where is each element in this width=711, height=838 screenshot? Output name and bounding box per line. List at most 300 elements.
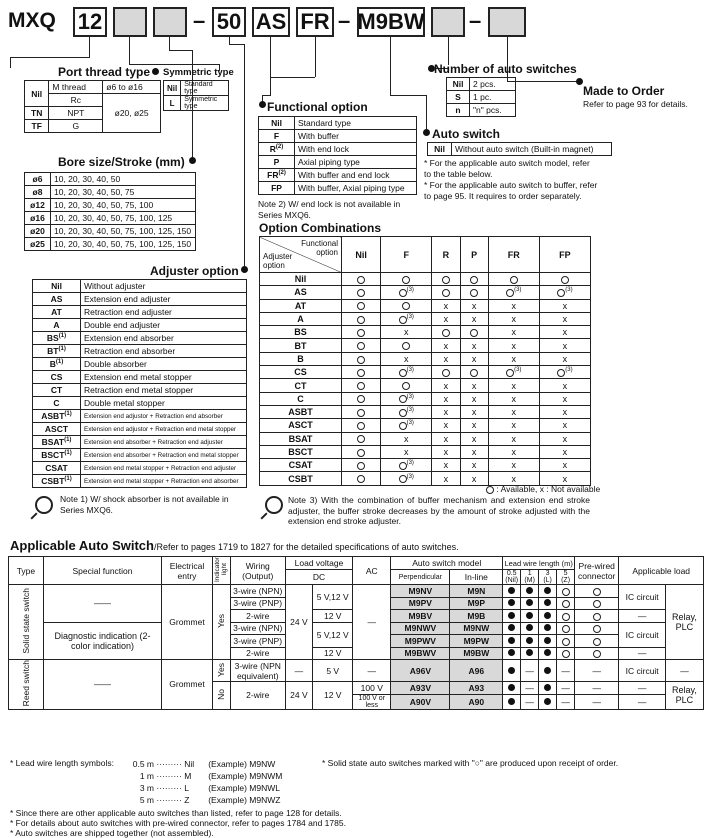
hdr-model: Auto switch model xyxy=(391,557,503,570)
model-perp: M9NWV xyxy=(391,622,450,635)
port-thread: NPT xyxy=(49,107,103,120)
adjuster-row xyxy=(33,410,247,423)
available-icon xyxy=(399,395,407,403)
combos-row xyxy=(260,432,591,445)
model-perp: M9PWV xyxy=(391,635,450,648)
bore-strokes: 10, 20, 30, 40, 50, 75, 100 xyxy=(51,199,196,212)
load-relay: Relay, PLC xyxy=(665,585,703,660)
adjuster-desc: Without adjuster xyxy=(81,280,247,293)
ac-100v: 100 V xyxy=(353,682,391,695)
functional-row xyxy=(259,117,417,130)
adjuster-desc: Extension end adjuster xyxy=(81,293,247,306)
prewired-none: — xyxy=(575,660,619,682)
not-available-mark: x xyxy=(488,472,539,485)
not-available-mark: x xyxy=(460,419,488,432)
adjuster-desc: Extension end adjustor + Retraction end absorber xyxy=(81,410,247,423)
bore-strokes: 10, 20, 30, 40, 50 xyxy=(51,173,196,186)
functional-row xyxy=(259,130,417,143)
hdr-lead: Lead wire length (m) xyxy=(504,558,573,568)
available-mark xyxy=(539,273,590,286)
available-icon xyxy=(357,449,365,457)
load-ic: IC circuit xyxy=(619,622,665,647)
not-available-mark: x xyxy=(488,405,539,418)
not-available-mark: x xyxy=(539,405,590,418)
available-icon xyxy=(357,329,365,337)
hdr-type: Type xyxy=(9,557,44,585)
not-available-mark: x xyxy=(539,445,590,458)
combos-row-label: CS xyxy=(260,366,342,379)
adjuster-desc: Double metal stopper xyxy=(81,397,247,410)
load-relay: Relay, PLC xyxy=(665,682,703,710)
adjuster-title: Adjuster option xyxy=(150,264,239,278)
model-inline: M9P xyxy=(450,597,503,610)
load-none: — xyxy=(619,610,665,623)
available-icon xyxy=(561,276,569,284)
dc-24v: 24 V xyxy=(285,585,312,660)
not-available-mark: x xyxy=(460,299,488,312)
combos-col-header: FR xyxy=(488,237,539,273)
hdr-l5: 5 xyxy=(563,570,568,577)
hdr-special: Special function xyxy=(43,557,161,585)
adjuster-row xyxy=(33,397,247,410)
dash-1: – xyxy=(193,8,206,33)
port-thread: M thread xyxy=(49,81,103,94)
ac-100v-less: 100 V or less xyxy=(353,694,391,709)
bore-size: ø16 xyxy=(25,212,51,225)
adjuster-desc: Double end adjuster xyxy=(81,319,247,332)
adjuster-row xyxy=(33,332,247,345)
not-available-mark: x xyxy=(488,339,539,352)
available-mark xyxy=(342,352,381,365)
functional-code: $R^{(2)}$ xyxy=(259,143,295,156)
special-none: —— xyxy=(43,585,161,623)
available-icon xyxy=(506,369,514,377)
available-icon xyxy=(357,356,365,364)
hdr-l3: 3 xyxy=(545,570,550,577)
model-inline: M9BW xyxy=(450,647,503,660)
circle-icon xyxy=(593,588,601,596)
stroke-box: 50 xyxy=(212,7,246,37)
available-icon xyxy=(357,395,365,403)
available-icon xyxy=(402,342,410,350)
combos-legend-text: : Available, x : Not available xyxy=(496,484,601,494)
indicator-no: No xyxy=(216,688,227,700)
not-available-mark: x xyxy=(432,445,460,458)
combos-row-label: ASBT xyxy=(260,405,342,418)
available-mark xyxy=(460,286,488,299)
not-available-mark: x xyxy=(381,352,432,365)
hdr-prewired: Pre-wired connector xyxy=(575,557,619,585)
special-none: —— xyxy=(43,660,161,710)
adjuster-row xyxy=(33,358,247,371)
applicable-table: Type Special function Electrical entry Indicator light Wiring (Output) Load voltage AC Auto switch model Lead wire length (m) Pre-wired connector Applicable load DC Perpendicular In-line 0.5 (Nil) 1 (M) 3 (L) 5 (Z) Solid state switch —— Grommet Yes 3-wire (NPN) 24 V 5 V,12 V — M9NV M9N IC circuit Relay, PLC 3-wire (PNP) M9PV M9P 2-wire 12 V M9BV M9B — Diagnostic indication (2-color indication) 3-wire (NPN) 5 V,12 V M9NWV M9NW IC circuit 3-wire (PNP) M9PWV M9PW 2-wire 12 V M9BWV M9BW — Reed switch —— Grommet Yes 3-wire (NPN equivalent) — 5 V — A96V A96 — — — IC circuit — No 2-wire 24 V 12 V 100 V A93V A93 — — — — Relay, PLC 100 V or less A90V A90 — — — — xyxy=(8,556,704,710)
available-mark: (3) xyxy=(539,366,590,379)
dc-12v: 12 V xyxy=(313,682,353,710)
hdr-l05: 0.5 xyxy=(506,570,517,577)
available-mark xyxy=(488,273,539,286)
not-available-mark: x xyxy=(539,472,590,485)
adjuster-code: CT xyxy=(33,384,81,397)
adjuster-desc: Extension end metal stopper xyxy=(81,371,247,384)
hdr-ac: AC xyxy=(353,557,391,585)
functional-desc: Axial piping type xyxy=(295,156,417,169)
not-available-mark: x xyxy=(539,432,590,445)
hdr-l5s: (Z) xyxy=(561,577,571,584)
combos-row xyxy=(260,405,591,418)
bore-size: ø8 xyxy=(25,186,51,199)
adjuster-row xyxy=(33,449,247,462)
bore-size: ø6 xyxy=(25,173,51,186)
special-diagnostic: Diagnostic indication (2-color indication) xyxy=(43,622,161,660)
available-mark: (3) xyxy=(381,312,432,325)
wiring: 3-wire (NPN) xyxy=(230,585,285,598)
indicator-yes: Yes xyxy=(216,662,227,677)
note-magnifier-icon xyxy=(265,496,283,514)
adjuster-code: BT$^{(1)}$ xyxy=(33,345,81,358)
adjuster-row xyxy=(33,345,247,358)
functional-table xyxy=(258,116,417,195)
adjuster-table xyxy=(32,279,247,488)
auto-switch-code: Nil xyxy=(428,143,452,156)
port-code: TN xyxy=(25,107,49,120)
available-icon xyxy=(506,289,514,297)
available-icon xyxy=(357,302,365,310)
symmetric-desc: Symmetric type xyxy=(181,96,229,111)
adjuster-code: CSAT xyxy=(33,462,81,475)
available-icon xyxy=(402,302,410,310)
port-thread: Rc xyxy=(49,94,103,107)
available-mark: (3) xyxy=(539,286,590,299)
adjuster-row xyxy=(33,371,247,384)
symmetric-table xyxy=(163,80,229,111)
not-available-mark: x xyxy=(460,379,488,392)
not-available-mark: x xyxy=(432,419,460,432)
not-available-mark: x xyxy=(488,352,539,365)
adjuster-code: BS$^{(1)}$ xyxy=(33,332,81,345)
not-available-mark: x xyxy=(381,326,432,339)
combos-title: Option Combinations xyxy=(259,221,381,235)
available-icon xyxy=(399,422,407,430)
functional-code: F xyxy=(259,130,295,143)
combos-row xyxy=(260,326,591,339)
not-available-mark: x xyxy=(488,299,539,312)
functional-row xyxy=(259,156,417,169)
combos-row xyxy=(260,366,591,379)
available-icon xyxy=(357,422,365,430)
available-mark xyxy=(342,273,381,286)
ac-none: — xyxy=(353,585,391,660)
functional-row xyxy=(259,169,417,182)
dc-24v: 24 V xyxy=(285,682,312,710)
combos-row xyxy=(260,299,591,312)
port-thread-table xyxy=(24,80,161,133)
port-code: TF xyxy=(25,120,49,133)
adjuster-code: $B^{(1)}$ xyxy=(33,358,81,371)
mto-text: Refer to page 93 for details. xyxy=(583,99,688,109)
not-available-mark: x xyxy=(539,299,590,312)
functional-desc: With buffer and end lock xyxy=(295,169,417,182)
available-mark xyxy=(432,326,460,339)
available-mark: (3) xyxy=(381,459,432,472)
adjuster-desc: Extension end metal stopper + Retraction end absorber xyxy=(81,475,247,488)
combos-row-label: Nil xyxy=(260,273,342,286)
hdr-wiring: Wiring (Output) xyxy=(230,557,285,585)
combos-row-label: AT xyxy=(260,299,342,312)
model-perp: M9NV xyxy=(391,585,450,598)
available-mark: (3) xyxy=(488,366,539,379)
adjuster-desc: Extension end metal stopper + Retraction end adjuster xyxy=(81,462,247,475)
symmetric-desc: Standard type xyxy=(181,81,229,96)
functional-note: Note 2) W/ end lock is not available in Series MXQ6. xyxy=(258,199,401,220)
available-mark xyxy=(460,273,488,286)
available-mark xyxy=(460,326,488,339)
combos-row xyxy=(260,352,591,365)
not-available-mark: x xyxy=(432,459,460,472)
switch-box: M9BW xyxy=(357,7,425,37)
bore-size: ø25 xyxy=(25,238,51,251)
bullet-icon xyxy=(544,587,551,594)
adjuster-code: BSCT$^{(1)}$ xyxy=(33,449,81,462)
bore-strokes: 10, 20, 30, 40, 50, 75 xyxy=(51,186,196,199)
not-available-mark: x xyxy=(432,352,460,365)
hdr-indicator: Indicator light xyxy=(214,557,229,582)
bullet-icon xyxy=(508,587,515,594)
adjuster-code: BSAT$^{(1)}$ xyxy=(33,436,81,449)
hdr-dc: DC xyxy=(285,570,353,585)
available-mark xyxy=(342,445,381,458)
wiring: 2-wire xyxy=(230,682,285,710)
model-inline: A93 xyxy=(450,682,503,695)
not-available-mark: x xyxy=(432,392,460,405)
combos-row xyxy=(260,312,591,325)
wiring: 3-wire (NPN equivalent) xyxy=(230,660,285,682)
available-icon xyxy=(442,369,450,377)
combos-col-header: R xyxy=(432,237,460,273)
wiring: 2-wire xyxy=(230,647,285,660)
not-available-mark: x xyxy=(460,312,488,325)
circle-icon xyxy=(562,588,570,596)
hdr-perp: Perpendicular xyxy=(391,570,450,585)
hdr-electrical: Electrical entry xyxy=(162,557,213,585)
available-icon xyxy=(357,475,365,483)
combos-corner xyxy=(260,237,342,273)
available-icon xyxy=(470,289,478,297)
port-size: ø6 to ø16 xyxy=(103,81,161,94)
not-available-mark: x xyxy=(381,432,432,445)
adjuster-row xyxy=(33,436,247,449)
adjuster-desc: Extension end adjustor + Retraction end metal stopper xyxy=(81,423,247,436)
combos-row xyxy=(260,392,591,405)
available-mark xyxy=(342,392,381,405)
lead-symbols: 0.5 m ········· Nil (Example) M9NW 1 m ········· M (Example) M9NWM 3 m ········· L (Example) M9NWL 5 m ········· Z (Example) M9NWZ xyxy=(132,759,283,805)
dc-5-12v: 5 V,12 V xyxy=(313,622,353,647)
available-mark xyxy=(342,379,381,392)
adjuster-desc: Extension end absorber + Retraction end metal stopper xyxy=(81,449,247,462)
adjuster-code: AS xyxy=(33,293,81,306)
available-icon xyxy=(402,276,410,284)
adjuster-desc: Extension end absorber + Retraction end adjuster xyxy=(81,436,247,449)
available-mark xyxy=(342,286,381,299)
available-mark: (3) xyxy=(381,472,432,485)
bore-size: ø20 xyxy=(25,225,51,238)
available-mark xyxy=(342,472,381,485)
combos-row xyxy=(260,459,591,472)
hdr-l3s: (L) xyxy=(543,577,552,584)
load-ic: IC circuit xyxy=(619,660,665,682)
auto-switch-table xyxy=(427,142,612,156)
available-icon xyxy=(357,342,365,350)
functional-row xyxy=(259,182,417,195)
bore-box xyxy=(153,7,187,37)
available-icon xyxy=(357,462,365,470)
bore-size: ø12 xyxy=(25,199,51,212)
combos-row xyxy=(260,286,591,299)
model-inline: M9PW xyxy=(450,635,503,648)
hdr-l1s: (M) xyxy=(524,577,535,584)
adjuster-row xyxy=(33,306,247,319)
model-inline: M9B xyxy=(450,610,503,623)
adjuster-row xyxy=(33,280,247,293)
not-available-mark: x xyxy=(539,326,590,339)
dash-3: – xyxy=(469,8,482,33)
model-perp: A93V xyxy=(391,682,450,695)
combos-row xyxy=(260,339,591,352)
port-code: Nil xyxy=(25,81,49,107)
wiring: 3-wire (PNP) xyxy=(230,635,285,648)
model-inline: M9NW xyxy=(450,622,503,635)
num-desc: "n" pcs. xyxy=(470,104,516,117)
functional-code: Nil xyxy=(259,117,295,130)
combos-row-label: C xyxy=(260,392,342,405)
adjuster-code: C xyxy=(33,397,81,410)
functional-code: FP xyxy=(259,182,295,195)
footer-notes xyxy=(10,808,346,838)
combos-corner-top: Functional option xyxy=(301,239,338,257)
entry-grommet: Grommet xyxy=(162,660,213,710)
available-mark xyxy=(381,339,432,352)
not-available-mark: x xyxy=(432,379,460,392)
not-available-mark: x xyxy=(432,339,460,352)
adjuster-desc: Retraction end adjuster xyxy=(81,306,247,319)
reed-label: Reed switch xyxy=(20,660,31,707)
footer-note: * Auto switches are shipped together (not assembled). xyxy=(10,828,214,838)
combos-row-label: A xyxy=(260,312,342,325)
not-available-mark: x xyxy=(488,312,539,325)
dc-5v: 5 V xyxy=(313,660,353,682)
applicable-title: Applicable Auto Switch xyxy=(10,538,154,553)
available-icon xyxy=(357,435,365,443)
adjuster-desc: Double absorber xyxy=(81,358,247,371)
model-inline: A90 xyxy=(450,694,503,709)
not-available-mark: x xyxy=(488,379,539,392)
footer-note: * Since there are other applicable auto switches than listed, refer to page 128 for details. xyxy=(10,808,342,818)
applicable-heading xyxy=(10,537,459,555)
combos-row-label: ASCT xyxy=(260,419,342,432)
mto-box xyxy=(488,7,526,37)
not-available-mark: x xyxy=(460,472,488,485)
available-icon xyxy=(399,289,407,297)
available-icon xyxy=(399,462,407,470)
dc-none: — xyxy=(285,660,312,682)
load-none: — xyxy=(619,647,665,660)
available-mark xyxy=(342,299,381,312)
combos-col-header: Nil xyxy=(342,237,381,273)
note-magnifier-icon xyxy=(35,496,53,514)
available-mark xyxy=(381,379,432,392)
hdr-inline: In-line xyxy=(450,570,503,585)
model-perp: A90V xyxy=(391,694,450,709)
adjuster-row xyxy=(33,319,247,332)
num-code: Nil xyxy=(447,78,470,91)
combos-row xyxy=(260,379,591,392)
available-icon xyxy=(470,329,478,337)
not-available-mark: x xyxy=(539,459,590,472)
available-mark xyxy=(342,419,381,432)
model-inline: M9N xyxy=(450,585,503,598)
not-available-mark: x xyxy=(432,299,460,312)
not-available-mark: x xyxy=(488,419,539,432)
bore-title: Bore size/Stroke (mm) xyxy=(58,155,185,169)
available-icon xyxy=(486,486,494,494)
not-available-mark: x xyxy=(539,339,590,352)
available-icon xyxy=(399,316,407,324)
available-icon xyxy=(357,289,365,297)
combos-note: Note 3) With the combination of buffer mechanism and extension end stroke adjuster, the buffer stroke decreases by the amount of stroke adjusted with the extension end stroke adjuster. xyxy=(288,495,590,526)
auto-switch-title: Auto switch xyxy=(432,127,500,141)
adjuster-row xyxy=(33,462,247,475)
bore-table xyxy=(24,172,196,251)
bullet-icon xyxy=(526,587,533,594)
available-mark xyxy=(342,459,381,472)
auto-switch-desc: Without auto switch (Built-in magnet) xyxy=(452,143,612,156)
available-icon xyxy=(470,369,478,377)
adjuster-box: AS xyxy=(252,7,290,37)
available-icon xyxy=(399,409,407,417)
not-available-mark: x xyxy=(539,392,590,405)
wiring: 3-wire (NPN) xyxy=(230,622,285,635)
num-desc: 2 pcs. xyxy=(470,78,516,91)
available-icon xyxy=(357,382,365,390)
dc-12v: 12 V xyxy=(313,610,353,623)
combos-row-label: B xyxy=(260,352,342,365)
adjuster-code: ASCT xyxy=(33,423,81,436)
mto-title: Made to Order xyxy=(583,84,665,98)
num-switches-table xyxy=(446,77,516,117)
available-icon xyxy=(442,276,450,284)
available-mark: (3) xyxy=(381,366,432,379)
combos-row-label: CSBT xyxy=(260,472,342,485)
not-available-mark: x xyxy=(539,379,590,392)
hdr-load-voltage: Load voltage xyxy=(285,557,353,570)
bore-strokes: 10, 20, 30, 40, 50, 75, 100, 125, 150 xyxy=(51,225,196,238)
functional-desc: With buffer, Axial piping type xyxy=(295,182,417,195)
port-box: 12 xyxy=(73,7,107,37)
port-size: ø20, ø25 xyxy=(103,94,161,133)
combos-row xyxy=(260,419,591,432)
adjuster-code: A xyxy=(33,319,81,332)
combos-col-header: F xyxy=(381,237,432,273)
available-icon xyxy=(357,276,365,284)
adjuster-desc: Retraction end absorber xyxy=(81,345,247,358)
combos-row-label: CSAT xyxy=(260,459,342,472)
adjuster-row xyxy=(33,475,247,488)
ac-none: — xyxy=(353,660,391,682)
port-thread-title: Port thread type xyxy=(58,65,151,79)
functional-box: FR xyxy=(296,7,334,37)
available-mark xyxy=(342,312,381,325)
combos-legend xyxy=(486,484,600,495)
indicator-yes: Yes xyxy=(216,614,227,628)
